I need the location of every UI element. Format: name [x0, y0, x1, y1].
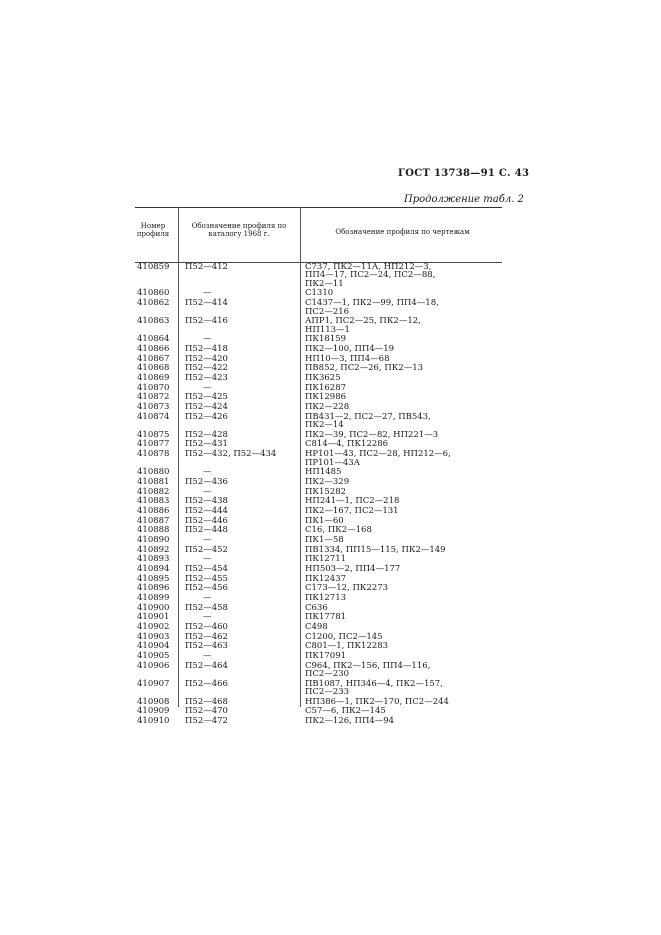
drawing-designation-cell: НП10—3, ПП4—68	[305, 353, 390, 364]
drawing-designation-cell: НП241—1, ПС2—218	[305, 496, 400, 507]
drawing-designation-cell: ПК17091	[305, 650, 347, 661]
drawing-designation-cell: С814—4, ПК12286	[305, 439, 389, 450]
drawing-designation-cell: С16, ПК2—168	[305, 525, 372, 536]
drawing-designation-cell: ПК1—60	[305, 515, 344, 526]
catalog-designation-cell: П52—416	[185, 316, 228, 327]
catalog-designation-cell: П52—468	[185, 696, 228, 707]
drawing-designation-cell: НР101—43, ПС2—28, НП212—6, ПР101—43А	[305, 449, 451, 468]
drawing-designation-cell: ПК15282	[305, 486, 347, 497]
table-row	[0, 662, 661, 680]
drawing-designation-cell: ПВ1087, НП346—4, ПК2—157, ПС2—233	[305, 678, 443, 698]
drawing-designation-cell: НП386—1, ПК2—170, ПС2—244	[305, 696, 449, 707]
profile-number-cell: 410880	[137, 467, 170, 478]
drawing-designation-cell: ПК2—100, ПП4—19	[305, 343, 395, 354]
drawing-designation-cell: ПК2—167, ПС2—131	[305, 505, 399, 516]
profile-number-cell: 410863	[137, 316, 170, 327]
catalog-designation-cell: П52—423	[185, 372, 228, 383]
profile-number-cell: 410902	[137, 621, 170, 632]
drawing-designation-cell: ПК2—126, ПП4—94	[305, 716, 395, 727]
drawing-designation-cell: ПК12713	[305, 592, 347, 603]
catalog-designation-cell: —	[203, 554, 212, 565]
table-row	[0, 594, 661, 604]
catalog-designation-cell: П52—454	[185, 563, 228, 574]
drawing-designation-cell: ПК18159	[305, 334, 347, 345]
table-row	[0, 717, 661, 727]
profile-number-cell: 410859	[137, 262, 170, 272]
catalog-designation-cell: П52—466	[185, 678, 228, 689]
profile-number-cell: 410864	[137, 334, 170, 345]
profile-number-cell: 410899	[137, 592, 170, 603]
catalog-designation-cell: —	[203, 612, 212, 623]
catalog-designation-cell: П52—464	[185, 660, 228, 671]
profile-number-cell: 410906	[137, 660, 170, 671]
drawing-designation-cell: С1310	[305, 288, 334, 299]
catalog-designation-cell: П52—446	[185, 515, 228, 526]
profile-number-cell: 410875	[137, 429, 170, 440]
profile-number-cell: 410866	[137, 343, 170, 354]
catalog-designation-cell: П52—438	[185, 496, 228, 507]
table-row	[0, 299, 661, 317]
profile-number-cell: 410890	[137, 534, 170, 545]
catalog-designation-cell: П52—458	[185, 602, 228, 613]
drawing-designation-cell: НП1485	[305, 467, 342, 478]
catalog-designation-cell: —	[203, 334, 212, 345]
drawing-designation-cell: ПК12711	[305, 554, 347, 565]
catalog-designation-cell: П52—424	[185, 402, 228, 412]
drawing-designation-cell: С1437—1, ПК2—99, ПП4—18, ПС2—216	[305, 298, 439, 317]
drawing-designation-cell: ПК12986	[305, 392, 347, 403]
catalog-designation-cell: П52—426	[185, 411, 228, 422]
catalog-designation-cell: П52—428	[185, 429, 228, 440]
profile-number-cell: 410869	[137, 372, 170, 383]
profile-number-cell: 410870	[137, 382, 170, 393]
catalog-designation-cell: П52—452	[185, 544, 228, 555]
catalog-designation-cell: П52—431	[185, 439, 228, 450]
catalog-designation-cell: П52—463	[185, 641, 228, 652]
profile-number-cell: 410872	[137, 392, 170, 403]
drawing-designation-cell: С1200, ПС2—145	[305, 631, 383, 642]
profile-number-cell: 410909	[137, 706, 170, 717]
catalog-designation-cell: П52—472	[185, 716, 228, 727]
drawing-designation-cell: С498	[305, 621, 328, 632]
profile-number-cell: 410874	[137, 411, 170, 422]
drawing-designation-cell: С737, ПК2—11А, НП212—3, ПП4—17, ПС2—24, ПС2—88, ПК2—11	[305, 262, 436, 289]
table-row	[0, 450, 661, 468]
profile-number-cell: 410882	[137, 486, 170, 497]
catalog-designation-cell: П52—456	[185, 583, 228, 594]
profile-number-cell: 410860	[137, 288, 170, 299]
page-header: ГОСТ 13738—91 С. 43	[398, 168, 530, 179]
table-top-rule	[135, 207, 502, 208]
profile-number-cell: 410892	[137, 544, 170, 555]
profile-number-cell: 410888	[137, 525, 170, 536]
profile-number-cell: 410904	[137, 641, 170, 652]
profile-number-cell: 410900	[137, 602, 170, 613]
profile-number-cell: 410894	[137, 563, 170, 574]
catalog-designation-cell: П52—460	[185, 621, 228, 632]
drawing-designation-cell: НП503—2, ПП4—177	[305, 563, 401, 574]
table-row	[0, 317, 661, 335]
profile-number-cell: 410877	[137, 439, 170, 450]
profile-number-cell: 410887	[137, 515, 170, 526]
drawing-designation-cell: АПР1, ПС2—25, ПК2—12, НП113—1	[305, 316, 421, 335]
profile-number-cell: 410893	[137, 554, 170, 565]
drawing-designation-cell: ПК12437	[305, 573, 347, 584]
table-row	[0, 263, 661, 289]
catalog-designation-cell: П52—418	[185, 343, 228, 354]
profile-number-cell: 410881	[137, 476, 170, 487]
profile-number-cell: 410862	[137, 298, 170, 309]
catalog-designation-cell: П52—432, П52—434	[185, 449, 277, 460]
drawing-designation-cell: ПК2—329	[305, 476, 350, 487]
catalog-designation-cell: П52—420	[185, 353, 228, 364]
table-row	[0, 680, 661, 698]
drawing-designation-cell: ПК1—58	[305, 534, 344, 545]
catalog-designation-cell: П52—412	[185, 262, 228, 272]
profile-number-cell: 410903	[137, 631, 170, 642]
catalog-designation-cell: П52—448	[185, 525, 228, 536]
profile-number-cell: 410908	[137, 696, 170, 707]
profile-number-cell: 410907	[137, 678, 170, 689]
profile-number-cell: 410895	[137, 573, 170, 584]
drawing-designation-cell: С801—1, ПК12283	[305, 641, 389, 652]
catalog-designation-cell: —	[203, 382, 212, 393]
table-row	[0, 613, 661, 623]
profile-number-cell: 410873	[137, 402, 170, 412]
profile-number-cell: 410878	[137, 449, 170, 460]
profile-number-cell: 410910	[137, 716, 170, 727]
catalog-designation-cell: —	[203, 486, 212, 497]
drawing-designation-cell: ПВ852, ПС2—26, ПК2—13	[305, 363, 424, 374]
catalog-designation-cell: П52—470	[185, 706, 228, 717]
profile-number-cell: 410905	[137, 650, 170, 661]
drawing-designation-cell: ПК2—228	[305, 402, 350, 412]
catalog-designation-cell: —	[203, 467, 212, 478]
catalog-designation-cell: П52—455	[185, 573, 228, 584]
profile-number-cell: 410883	[137, 496, 170, 507]
drawing-designation-cell: ПК16287	[305, 382, 347, 393]
catalog-designation-cell: П52—422	[185, 363, 228, 374]
drawing-designation-cell: С57—6, ПК2—145	[305, 706, 386, 717]
catalog-designation-cell: П52—436	[185, 476, 228, 487]
drawing-designation-cell: С636	[305, 602, 328, 613]
drawing-designation-cell: С173—12, ПК2273	[305, 583, 389, 594]
catalog-designation-cell: —	[203, 534, 212, 545]
profile-number-cell: 410896	[137, 583, 170, 594]
drawing-designation-cell: ПК17781	[305, 612, 347, 623]
catalog-designation-cell: П52—425	[185, 392, 228, 403]
catalog-designation-cell: П52—444	[185, 505, 228, 516]
catalog-designation-cell: —	[203, 592, 212, 603]
drawing-designation-cell: ПК2—39, ПС2—82, НП221—3	[305, 429, 439, 440]
profile-number-cell: 410886	[137, 505, 170, 516]
catalog-designation-cell: П52—414	[185, 298, 228, 309]
column-header-catalog-designation: Обозначение профиля по каталогу 1968 г.	[191, 222, 287, 238]
profile-number-cell: 410901	[137, 612, 170, 623]
drawing-designation-cell: ПВ1334, ПП15—115, ПК2—149	[305, 544, 446, 555]
drawing-designation-cell: ПК3625	[305, 372, 341, 383]
profile-number-cell: 410868	[137, 363, 170, 374]
table-row	[0, 413, 661, 431]
catalog-designation-cell: П52—462	[185, 631, 228, 642]
drawing-designation-cell: ПВ431—2, ПС2—27, ПВ543, ПК2—14	[305, 411, 431, 431]
catalog-designation-cell: —	[203, 288, 212, 299]
column-header-drawing-designation: Обозначение профиля по чертежам	[335, 228, 470, 236]
table-caption: Продолжение табл. 2	[404, 194, 524, 205]
profile-number-cell: 410867	[137, 353, 170, 364]
catalog-designation-cell: —	[203, 650, 212, 661]
column-header-profile-number: Номер профиля	[136, 222, 170, 238]
table-body	[0, 263, 661, 727]
drawing-designation-cell: С964, ПК2—156, ПП4—116, ПС2—230	[305, 660, 431, 680]
